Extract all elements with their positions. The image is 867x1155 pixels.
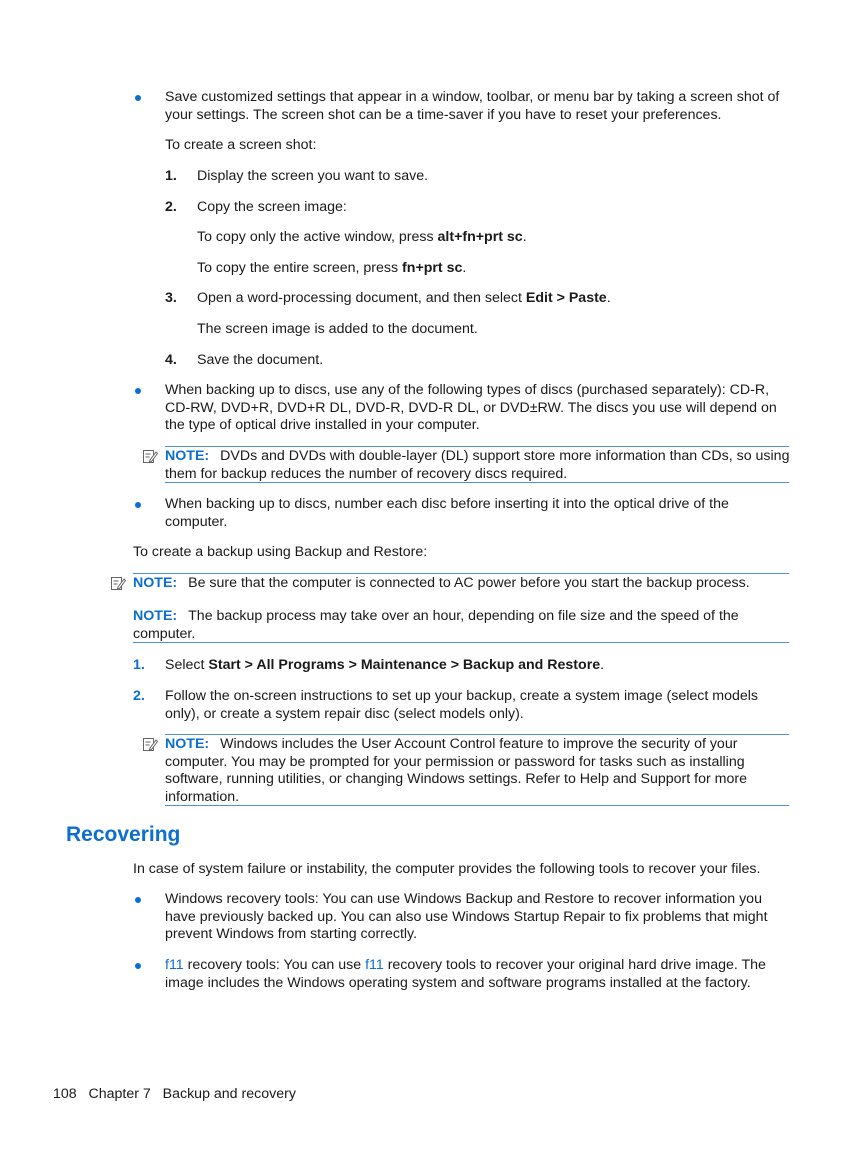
bullet-discs-text: When backing up to discs, use any of the following types of discs (purchased separately): CD-R, CD-RW, DVD+R, DVD+R DL, DVD-R, DVD-R DL, or DVD±RW. The discs you use will depend on the type of optical drive installed in your computer.: [165, 382, 777, 433]
note-rule-bottom: [165, 805, 789, 806]
bullet-number-discs-text: When backing up to discs, number each disc before inserting it into the optical drive of the computer.: [165, 496, 729, 530]
note-label: NOTE:: [133, 608, 178, 624]
menu-path: Edit > Paste: [525, 290, 607, 306]
screenshot-intro: To create a screen shot:: [165, 137, 317, 153]
shortcut-key: fn+prt sc: [402, 260, 463, 276]
f11-key-text: f11: [365, 957, 384, 973]
note-uac-text: NOTE: Windows includes the User Account Control feature to improve the security of your computer. You may be prompted for your permission or password for tasks such as installing software, running utilities, or changing Windows settings. Refer to Help and Support for more information.: [165, 736, 747, 805]
step3-result-text: The screen image is added to the document.: [197, 321, 478, 337]
backup-intro-text: To create a backup using Backup and Restore:: [133, 544, 428, 560]
note-rule-top: [165, 734, 789, 735]
step-number: 3.: [165, 290, 177, 306]
bullet-marker: [135, 963, 141, 969]
note-label: NOTE:: [165, 736, 210, 752]
note-rule-top: [133, 573, 789, 574]
step-text: Follow the on-screen instructions to set up your backup, create a system image (select models only), or create a system repair disc (select models only).: [165, 688, 758, 722]
menu-path: Start > All Programs > Maintenance > Backup and Restore: [208, 657, 601, 673]
step-number: 4.: [165, 352, 177, 368]
page-number: 108: [53, 1086, 77, 1102]
bullet-marker: [135, 897, 141, 903]
bullet-f11-recovery-text: f11 recovery tools: You can use f11 recovery tools to recover your original hard drive image. The image includes the Windows operating system and software programs installed at the factory.: [165, 957, 766, 991]
bullet-marker: [135, 502, 141, 508]
note-backup-duration-text: NOTE: The backup process may take over an hour, depending on file size and the speed of the computer.: [133, 608, 739, 642]
note-pencil-icon: [110, 575, 126, 591]
step-text: Display the screen you want to save.: [197, 168, 429, 184]
note-dvd-text: NOTE: DVDs and DVDs with double-layer (DL) support store more information than CDs, so using them for backup reduces the number of recovery discs required.: [165, 448, 790, 482]
chapter-label: Chapter 7: [88, 1086, 151, 1102]
step-text: Select Start > All Programs > Maintenance > Backup and Restore.: [165, 657, 605, 673]
bullet-marker: [135, 388, 141, 394]
recovering-intro-text: In case of system failure or instability, the computer provides the following tools to recover your files.: [133, 861, 761, 877]
bullet-marker: [135, 95, 141, 101]
step-text: Save the document.: [197, 352, 324, 368]
note-rule-bottom: [133, 642, 789, 643]
note-label: NOTE:: [165, 448, 210, 464]
f11-key-text: f11: [165, 957, 184, 973]
step-number: 1.: [133, 657, 145, 673]
note-ac-power-text: NOTE: Be sure that the computer is connected to AC power before you start the backup process.: [133, 575, 750, 591]
bullet-windows-recovery-text: Windows recovery tools: You can use Windows Backup and Restore to recover information you have previously backed up. You can also use Windows Startup Repair to fix problems that might prevent Windows from starting correctly.: [165, 891, 768, 942]
shortcut-key: alt+fn+prt sc: [437, 229, 523, 245]
step-text: Open a word-processing document, and then select Edit > Paste.: [197, 290, 611, 306]
bullet-screenshot-text: Save customized settings that appear in a window, toolbar, or menu bar by taking a screen shot of your settings. The screen shot can be a time-saver if you have to reset your preferences.: [165, 89, 780, 123]
section-heading-recovering: Recovering: [66, 823, 181, 846]
step-number: 2.: [165, 199, 177, 215]
note-rule-top: [165, 446, 789, 447]
page-footer: [53, 1086, 296, 1102]
note-rule-bottom: [165, 482, 789, 483]
note-pencil-icon: [142, 736, 158, 752]
copy-entire-screen-text: To copy the entire screen, press fn+prt sc.: [197, 260, 467, 276]
copy-active-window-text: To copy only the active window, press alt+fn+prt sc.: [197, 229, 527, 245]
note-label: NOTE:: [133, 575, 178, 591]
note-pencil-icon: [142, 448, 158, 464]
step-number: 2.: [133, 688, 145, 704]
step-number: 1.: [165, 168, 177, 184]
chapter-title: Backup and recovery: [162, 1086, 296, 1102]
step-text: Copy the screen image:: [197, 199, 347, 215]
